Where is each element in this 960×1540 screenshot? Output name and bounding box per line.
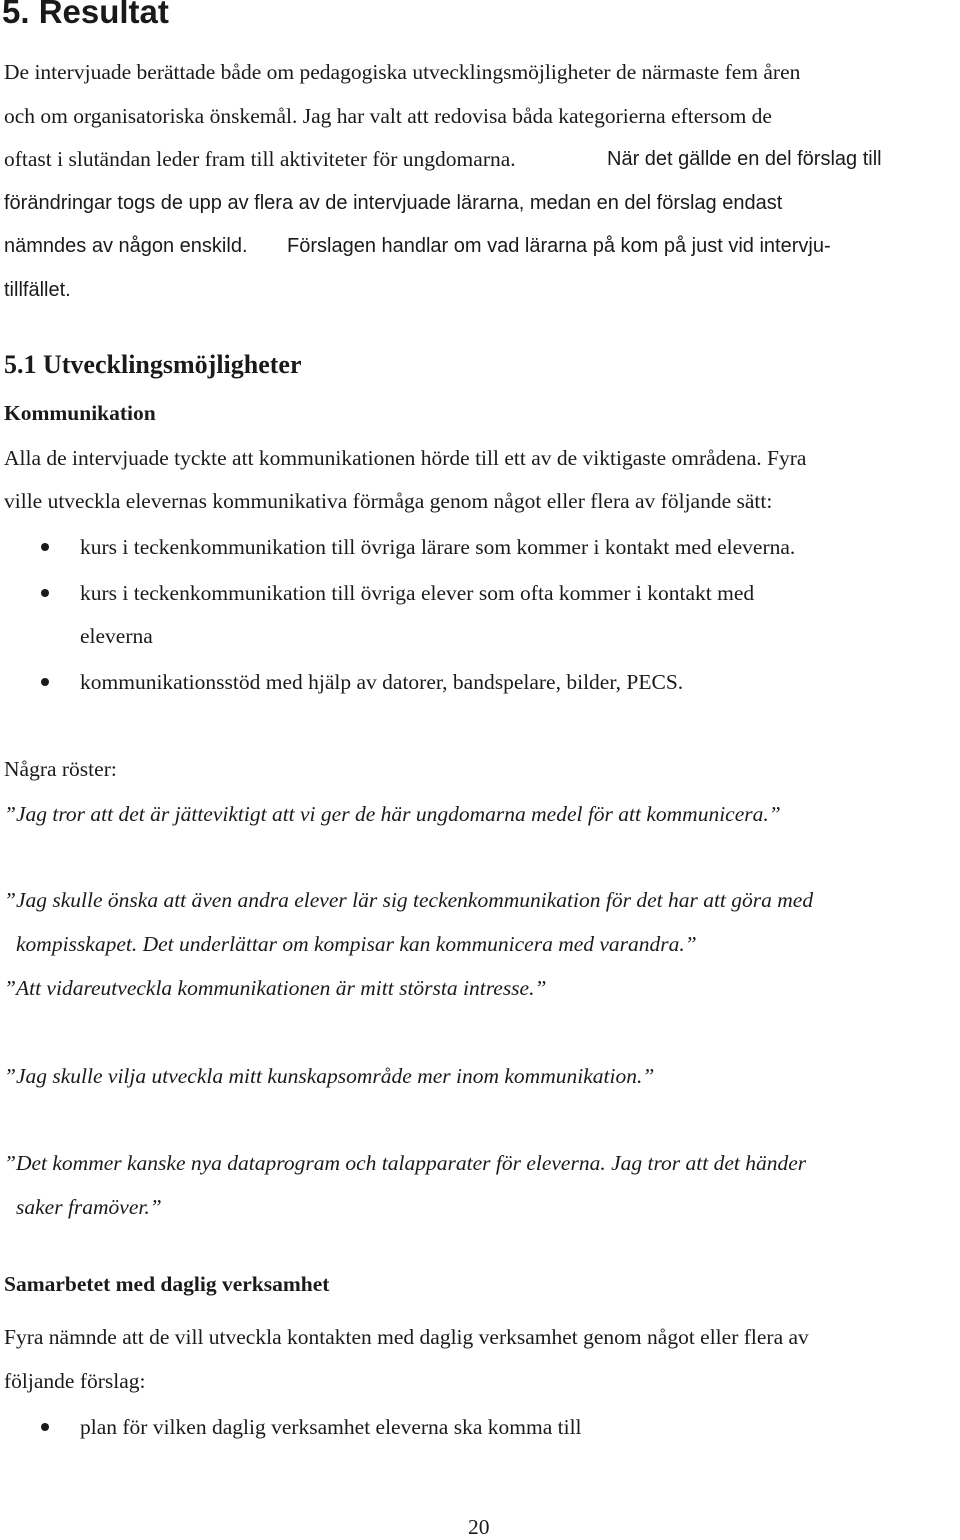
quote-1: ”Jag tror att det är jätteviktigt att vi ger de här ungdomarna medel för att kommunicera.”	[4, 802, 781, 826]
section-title: 5. Resultat	[2, 0, 169, 30]
kommunikation-bullet-2: kurs i teckenkommunikation till övriga elever som ofta kommer i kontakt med	[80, 581, 755, 605]
quote-1-text: Jag tror att det är jätteviktigt att vi ger de här ungdomarna medel för att kommunicera.	[15, 802, 769, 826]
quote-5: ”Det kommer kanske nya dataprogram och talapparater för eleverna. Jag tror att det händer	[4, 1151, 807, 1175]
kommunikation-bullet-3: kommunikationsstöd med hjälp av datorer, bandspelare, bilder, PECS.	[80, 670, 684, 694]
intro-line-5b: Förslagen handlar om vad lärarna på kom på just vid intervju-	[287, 235, 831, 257]
kommunikation-bullet-2-cont: eleverna	[80, 624, 153, 648]
voices-label: Några röster:	[4, 757, 117, 781]
quote-5-cont: saker framöver.”	[16, 1195, 162, 1219]
kommunikation-heading: Kommunikation	[4, 401, 156, 425]
intro-line-3: oftast i slutändan leder fram till aktiviteter för ungdomarna.	[4, 147, 516, 171]
quote-2-cont: kompisskapet. Det underlättar om kompisar kan kommunicera med varandra.”	[16, 932, 697, 956]
quote-2: ”Jag skulle önska att även andra elever lär sig teckenkommunikation för det har att göra med	[4, 888, 814, 912]
samarbete-text-1: Fyra nämnde att de vill utveckla kontakten med daglig verksamhet genom något eller flera av	[4, 1325, 809, 1349]
quote-3-text: Att vidareutveckla kommunikationen är mitt största intresse.	[15, 976, 535, 1000]
intro-line-1: De intervjuade berättade både om pedagogiska utvecklingsmöjligheter de närmaste fem åren	[4, 60, 801, 84]
samarbete-bullet-1: plan för vilken daglig verksamhet eleverna ska komma till	[80, 1415, 582, 1439]
samarbete-text-2: följande förslag:	[4, 1369, 146, 1393]
subsection-title: 5.1 Utvecklingsmöjligheter	[4, 350, 302, 379]
intro-line-3b: När det gällde en del förslag till	[607, 148, 882, 170]
kommunikation-text-1: Alla de intervjuade tyckte att kommunikationen hörde till ett av de viktigaste områdena. Fyra	[4, 446, 807, 470]
intro-line-6: tillfället.	[4, 279, 71, 301]
intro-line-2: och om organisatoriska önskemål. Jag har valt att redovisa båda kategorierna eftersom de	[4, 104, 772, 128]
bullet-marker	[41, 1423, 49, 1431]
quote-4: ”Jag skulle vilja utveckla mitt kunskapsområde mer inom kommunikation.”	[4, 1064, 655, 1088]
bullet-marker	[41, 543, 49, 551]
quote-5-text-cont: saker framöver.	[16, 1195, 150, 1219]
quote-2-text-cont: kompisskapet. Det underlättar om kompisar kan kommunicera med varandra.	[16, 932, 685, 956]
quote-4-text: Jag skulle vilja utveckla mitt kunskapsområde mer inom kommunikation.	[15, 1064, 643, 1088]
kommunikation-bullet-1: kurs i teckenkommunikation till övriga lärare som kommer i kontakt med eleverna.	[80, 535, 796, 559]
samarbete-heading: Samarbetet med daglig verksamhet	[4, 1272, 330, 1296]
page-number: 20	[468, 1515, 490, 1539]
quote-3: ”Att vidareutveckla kommunikationen är mitt största intresse.”	[4, 976, 547, 1000]
intro-line-4: förändringar togs de upp av flera av de intervjuade lärarna, medan en del förslag endast	[4, 192, 783, 214]
intro-line-5: nämndes av någon enskild.	[4, 235, 248, 257]
bullet-marker	[41, 678, 49, 686]
quote-2-text: Jag skulle önska att även andra elever lär sig teckenkommunikation för det har att göra med	[15, 888, 814, 912]
bullet-marker	[41, 589, 49, 597]
kommunikation-text-2: ville utveckla elevernas kommunikativa förmåga genom något eller flera av följande sätt:	[4, 489, 773, 513]
quote-5-text: Det kommer kanske nya dataprogram och talapparater för eleverna. Jag tror att det händer	[15, 1151, 807, 1175]
